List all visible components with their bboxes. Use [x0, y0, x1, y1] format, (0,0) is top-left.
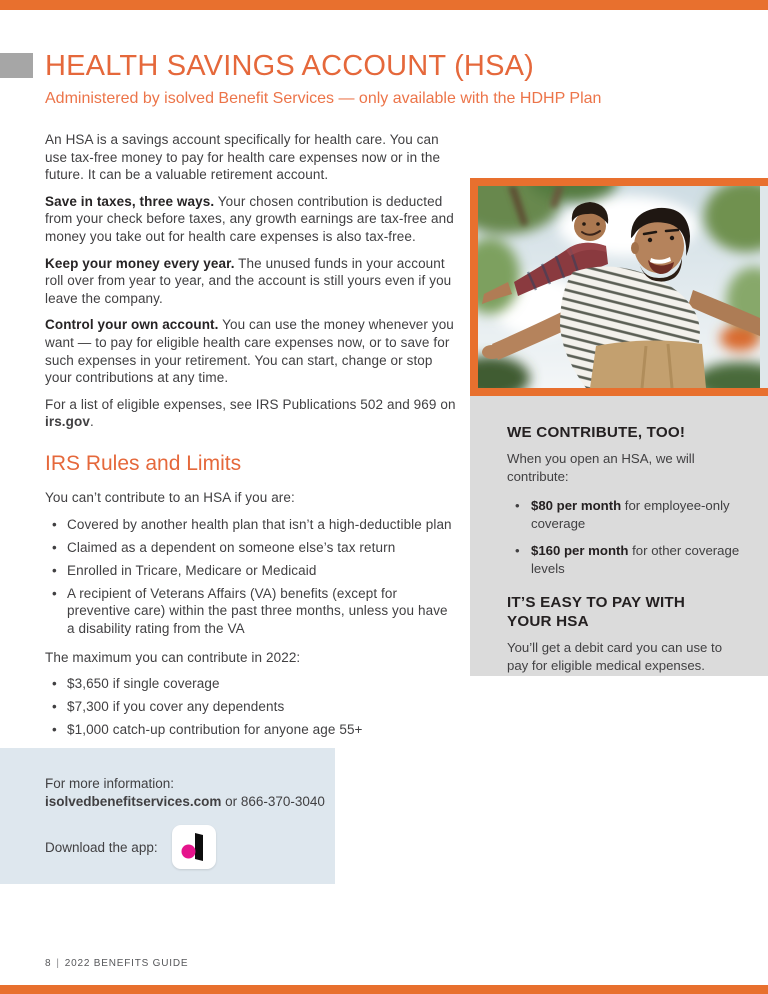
- amount-bold: $80 per month: [531, 498, 622, 513]
- amount-rest: for employee-only coverage: [531, 498, 730, 531]
- bullet-icon: •: [52, 699, 57, 715]
- contribution-limits-list: [45, 675, 459, 739]
- list-item-text: $3,650 if single coverage: [67, 676, 220, 692]
- list-item: [45, 721, 459, 739]
- bullet-icon: •: [52, 722, 57, 738]
- paragraph-text: The unused funds in your account roll over from year to year, and the account is still yours even if you leave the company.: [45, 255, 452, 306]
- list-item: [507, 497, 747, 532]
- info-line-2: [45, 793, 335, 811]
- paragraph-text: For a list of eligible expenses, see IRS Publications 502 and 969 on: [45, 396, 456, 412]
- bullet-icon: •: [52, 585, 57, 601]
- paragraph-text: You can use the money whenever you want — to pay for eligible health care expenses now, or to save for such expenses in your retirement. You can start, change or stop your contributions at any time.: [45, 317, 454, 386]
- piggyback-photo: [470, 178, 768, 396]
- website-link[interactable]: isolvedbenefitservices.com: [45, 794, 222, 809]
- list-item: [45, 562, 459, 580]
- paragraph-lead: Keep your money every year.: [45, 255, 235, 271]
- photo-illustration: [478, 186, 760, 388]
- list-item: [45, 539, 459, 557]
- paragraph-text: Your chosen contribution is deducted from your check before taxes, any growth earnings are tax-free and money you take out for health care expenses is also tax-free.: [45, 193, 454, 244]
- footer-guide-label: 2022 BENEFITS GUIDE: [64, 958, 189, 969]
- list-item-text: Claimed as a dependent on someone else’s tax return: [67, 539, 396, 555]
- list-item-text: $1,000 catch-up contribution for anyone age 55+: [67, 722, 363, 738]
- bullet-icon: •: [52, 676, 57, 692]
- info-line-1: For more information:: [45, 776, 175, 791]
- list-item-text: [531, 497, 747, 532]
- list-item-text: Enrolled in Tricare, Medicare or Medicaid: [67, 562, 317, 578]
- bullet-icon: •: [52, 562, 57, 578]
- main-text-column: [45, 131, 459, 749]
- page-footer: [45, 958, 188, 969]
- list-item: [507, 542, 747, 577]
- amount-bold: $160 per month: [531, 543, 629, 558]
- isolved-app-icon[interactable]: [172, 825, 216, 869]
- intro-paragraph-2: [45, 193, 459, 246]
- list-item-text: Covered by another health plan that isn’t a high-deductible plan: [67, 516, 452, 532]
- sidebar-heading-contribute: WE CONTRIBUTE, TOO!: [507, 424, 686, 441]
- sidebar-intro-text: When you open an HSA, we will contribute:: [507, 451, 695, 484]
- amount-rest: for other coverage levels: [531, 543, 740, 576]
- paragraph-lead: Control your own account.: [45, 317, 219, 333]
- intro-paragraph-1: An HSA is a savings account specifically for health care. You can use tax-free money to pay for health care expenses now or in the future. It can be a valuable retirement account.: [45, 132, 441, 183]
- list-item-text: $7,300 if you cover any dependents: [67, 699, 285, 715]
- irs-intro-1: You can’t contribute to an HSA if you are:: [45, 489, 295, 505]
- irs-intro-2: The maximum you can contribute in 2022:: [45, 649, 301, 665]
- irs-gov-link[interactable]: irs.gov: [45, 414, 90, 430]
- list-item: [45, 585, 459, 638]
- sidebar-heading-easy-pay: IT’S EASY TO PAY WITH YOUR HSA: [507, 594, 686, 630]
- intro-paragraph-4: [45, 316, 459, 386]
- paragraph-text: .: [89, 414, 94, 430]
- download-app-row: [45, 825, 335, 869]
- top-accent-bar: [0, 0, 768, 10]
- sidebar-debit-card-text: You’ll get a debit card you can use to pay for eligible medical expenses.: [507, 640, 723, 673]
- eligible-expenses-paragraph: [45, 396, 459, 431]
- list-item: [45, 516, 459, 534]
- bullet-icon: •: [515, 543, 520, 558]
- list-item-text: A recipient of Veterans Affairs (VA) benefits (except for preventive care) within the past three months, unless you have a disability rating from the VA: [67, 585, 448, 636]
- page-title: HEALTH SAVINGS ACCOUNT (HSA): [45, 50, 535, 82]
- bullet-icon: •: [52, 516, 57, 532]
- paragraph-lead: Save in taxes, three ways.: [45, 193, 215, 209]
- intro-paragraph-3: [45, 255, 459, 308]
- more-information-box: [0, 748, 335, 884]
- list-item-text: [531, 542, 747, 577]
- bullet-icon: •: [515, 498, 520, 513]
- list-item: [45, 675, 459, 693]
- page-number: 8: [45, 958, 52, 969]
- irs-rules-heading: IRS Rules and Limits: [45, 451, 242, 475]
- bullet-icon: •: [52, 539, 57, 555]
- title-gray-square: [0, 53, 33, 78]
- page-subtitle: Administered by isolved Benefit Services — only available with the HDHP Plan: [45, 90, 602, 107]
- list-item: [45, 698, 459, 716]
- footer-separator: |: [56, 958, 60, 969]
- bottom-accent-bar: [0, 985, 768, 994]
- phone-text: or 866-370-3040: [221, 794, 325, 809]
- irs-restrictions-list: [45, 516, 459, 638]
- app-logo-glyph: [172, 825, 216, 869]
- we-contribute-sidebar: [470, 396, 768, 676]
- contribution-amounts-list: [507, 497, 740, 577]
- download-app-label: Download the app:: [45, 839, 158, 855]
